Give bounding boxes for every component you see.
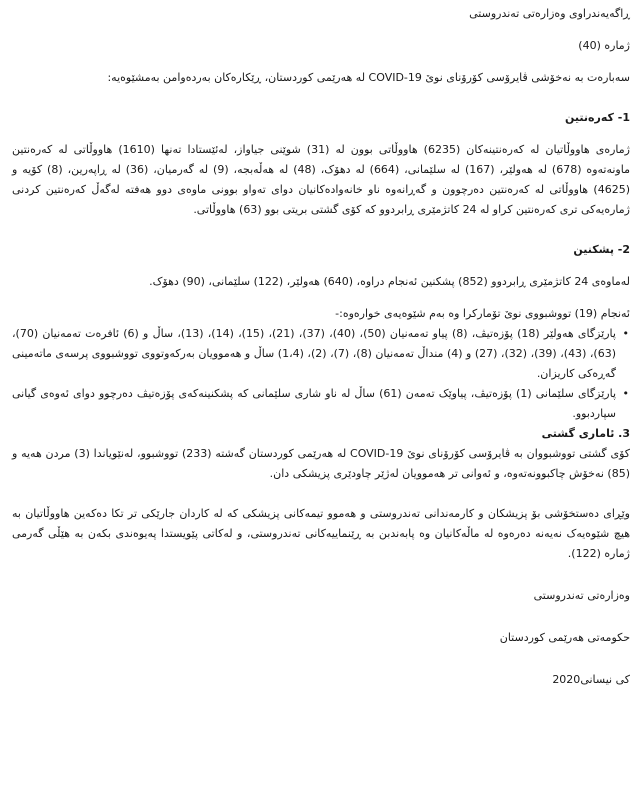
bullet-icon: • xyxy=(622,327,629,340)
list-item-text: پارێزگای هەولێر (18) پۆزەتیڤ، (8) پیاو تەمەنیان (50)، (40)، (37)، (21)، (15)، (14)، (13)، ساڵ و (6) ئافرەت تەمەنیان (70)، (63)، (43)، (39)، (32)، (27) و (4) منداڵ تەمەنیان (8)، (7)، (2)، (1،4) ساڵ و هەموویان بەرکەوتووی تووشبووی پرسەی ماتەمینی گەڕەکی کاریزان. xyxy=(12,327,616,380)
testing-paragraph: لەماوەی 24 کاتژمێری ڕابردوو (852) پشکنین ئەنجام دراوە، (640) هەولێر، (122) سلێمانی، (90) دهۆک. xyxy=(149,275,630,288)
signature-government: حکومەتی هەرێمی کوردستان xyxy=(499,631,630,644)
release-number: ژمارە (40) xyxy=(578,39,630,52)
list-item xyxy=(12,324,629,384)
testing-results-intro: ئەنجام (19) تووشبووی نوێ تۆمارکرا وە بەم شێوەیەی خوارەوە:- xyxy=(335,307,630,320)
testing-heading: 2- پشکنین xyxy=(573,243,630,256)
intro-paragraph: سەبارەت بە نەخۆشی ڤایرۆسی کۆرۆنای نوێ COVID-19 لە هەرێمی کوردستان، ڕێکارەکان بەردەوامن بەمشێوەیە: xyxy=(107,71,630,84)
signature-ministry: وەزارەتی تەندروستی xyxy=(533,589,630,602)
document-header: ڕاگەیەندراوی وەزارەتی تەندروستی xyxy=(469,7,630,20)
release-date: کی نیسانی2020 xyxy=(552,673,630,686)
quarantine-paragraph: ژمارەی هاووڵاتیان لە کەرەنتینەکان (6235) هاووڵاتی بوون لە (31) شوێنی جیاواز، لەئێستادا تەنها (1610) هاووڵاتی لە کەرەنتین ماونەتەوە (678) لە هەولێر، (167) لە سلێمانی، (664) لە دهۆک، (48) لە هەڵەبجە، (9) لە گەرمیان، (36) لە ڕاپەرین، (8) کۆیە و (4625) هاووڵاتی لە کەرەنتین دەرچوون و گەڕانەوە ناو خانەوادەکانیان دوای تەواو بوونی ماوەی دوو هەفتە لەگەڵ کەرەنتین کردنی ژمارەیەکی تری کەرەنتین کراو لە 24 کاتژمێری ڕابردوو کە کۆی گشتی بریتی بوو (63) هاووڵاتی. xyxy=(12,143,630,216)
results-list xyxy=(12,324,630,424)
list-item-text: پارێزگای سلێمانی (1) پۆزەتیڤ، پیاوێک تەمەن (61) ساڵ لە ناو شاری سلێمانی کە پشکنینەکەی پۆزەتیڤ دەرچوو دوای ئەوەی گیانی سپاردبوو. xyxy=(12,387,617,420)
bullet-icon: • xyxy=(622,387,629,400)
closing-paragraph: وێڕای دەستخۆشی بۆ پزیشکان و کارمەندانی تەندروستی و هەموو تیمەکانی پزیشکی کە لە کاردان جارێکی تر تکا دەکەین هاووڵاتیان بە هیچ شێوەیەک نەیەنە دەرەوە لە ماڵەکانیان وە پابەندبن بە ڕێنماییەکانی تەندروستی، و لەکاتی پێویستدا پەیوەندی بکەن بە هێڵی گەرمی ژمارە (122). xyxy=(12,507,630,560)
quarantine-heading: 1- کەرەنتین xyxy=(565,111,630,124)
stats-heading: 3. ئاماری گشتی xyxy=(541,427,630,440)
stats-paragraph: کۆی گشتی تووشبووان بە ڤایرۆسی کۆرۆنای نوێ COVID-19 لە هەرێمی کوردستان گەشتە (233) تووشبوو، لەنێویاندا (3) مردن هەیە و (85) نەخۆش چاکبوونەتەوە، و ئەوانی تر هەموویان لەژێر چاودێری پزیشکی دان. xyxy=(12,447,630,480)
list-item xyxy=(12,384,629,424)
